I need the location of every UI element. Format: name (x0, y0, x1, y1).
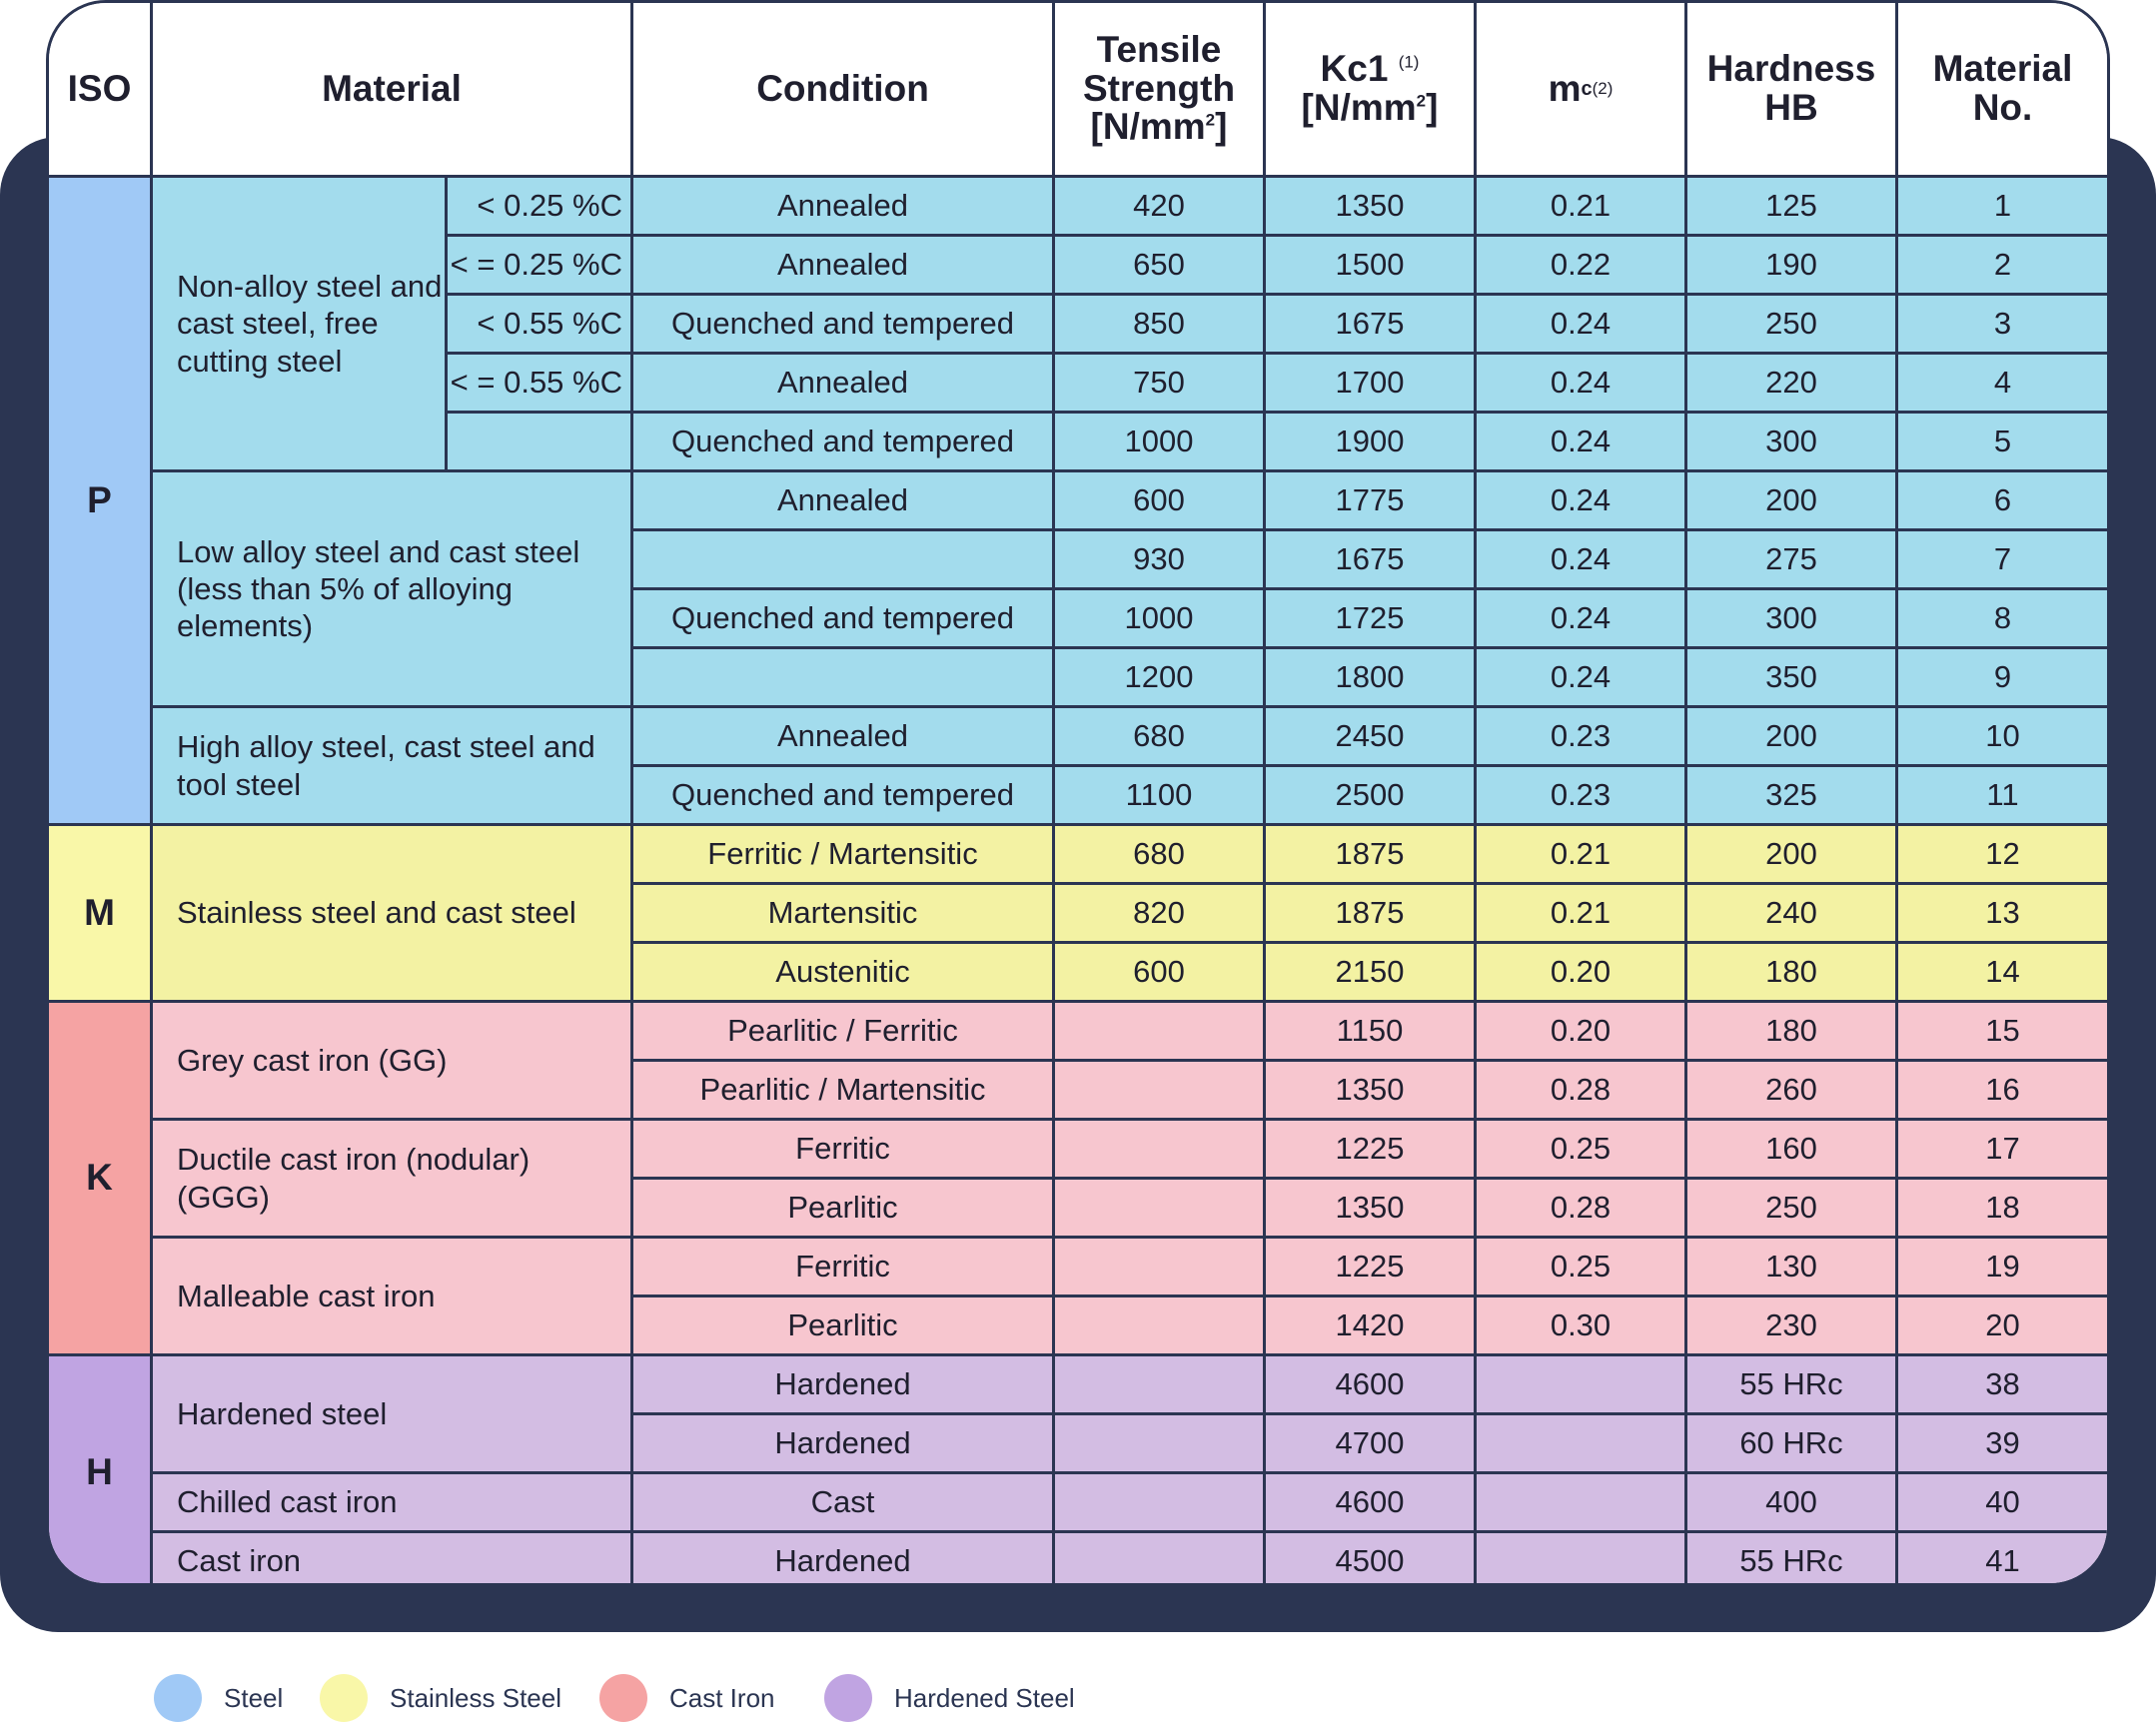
hardness-cell: 240 (1687, 885, 1898, 944)
kc1-cell: 1150 (1266, 1003, 1477, 1062)
material-no-cell: 4 (1898, 355, 2110, 414)
material-no-cell: 10 (1898, 708, 2110, 767)
material-no-cell: 41 (1898, 1533, 2110, 1586)
legend-item-cast-iron (599, 1674, 775, 1722)
material-no-cell: 19 (1898, 1239, 2110, 1297)
material-malleable-cast-iron: Malleable cast iron (153, 1239, 633, 1356)
hardness-cell: 250 (1687, 296, 1898, 355)
kc1-cell: 2150 (1266, 944, 1477, 1003)
mc-cell: 0.22 (1477, 237, 1687, 296)
hardness-cell: 160 (1687, 1121, 1898, 1180)
hardness-cell: 55 HRc (1687, 1356, 1898, 1415)
kc1-cell: 4600 (1266, 1356, 1477, 1415)
legend-item-steel (154, 1674, 283, 1722)
hardness-cell: 300 (1687, 590, 1898, 649)
kc1-cell: 1225 (1266, 1239, 1477, 1297)
kc1-cell: 1420 (1266, 1297, 1477, 1356)
material-no-cell: 5 (1898, 414, 2110, 472)
tensile-cell: 1000 (1055, 414, 1266, 472)
iso-group-h: H (49, 1356, 153, 1586)
legend-label: Steel (224, 1682, 284, 1713)
tensile-cell: 930 (1055, 531, 1266, 590)
condition-cell: Pearlitic (633, 1180, 1055, 1239)
condition-cell: Annealed (633, 708, 1055, 767)
hardness-cell: 200 (1687, 826, 1898, 885)
mc-cell: 0.25 (1477, 1239, 1687, 1297)
kc1-cell: 1700 (1266, 355, 1477, 414)
condition-cell: Quenched and tempered (633, 414, 1055, 472)
tensile-cell: 650 (1055, 237, 1266, 296)
condition-cell: Ferritic (633, 1121, 1055, 1180)
mc-cell (1477, 1533, 1687, 1586)
kc1-cell: 1350 (1266, 178, 1477, 237)
mc-cell: 0.24 (1477, 414, 1687, 472)
iso-group-m: M (49, 826, 153, 1003)
condition-cell: Martensitic (633, 885, 1055, 944)
material-no-cell: 17 (1898, 1121, 2110, 1180)
tensile-cell: 750 (1055, 355, 1266, 414)
material-chilled-cast-iron: Chilled cast iron (153, 1474, 633, 1533)
condition-cell (633, 531, 1055, 590)
carbon-cell: < 0.25 %C (448, 178, 633, 237)
header-material-no: Material No. (1898, 3, 2110, 178)
condition-cell: Ferritic / Martensitic (633, 826, 1055, 885)
mc-cell: 0.21 (1477, 826, 1687, 885)
tensile-cell: 820 (1055, 885, 1266, 944)
tensile-cell: 680 (1055, 826, 1266, 885)
tensile-cell (1055, 1239, 1266, 1297)
material-no-cell: 20 (1898, 1297, 2110, 1356)
condition-cell: Pearlitic / Ferritic (633, 1003, 1055, 1062)
material-no-cell: 15 (1898, 1003, 2110, 1062)
hardness-cell: 55 HRc (1687, 1533, 1898, 1586)
condition-cell: Quenched and tempered (633, 296, 1055, 355)
tensile-cell: 680 (1055, 708, 1266, 767)
material-no-cell: 39 (1898, 1415, 2110, 1474)
header-mc: m c (2) (1477, 3, 1687, 178)
material-no-cell: 11 (1898, 767, 2110, 826)
kc1-cell: 1900 (1266, 414, 1477, 472)
hardness-cell: 400 (1687, 1474, 1898, 1533)
condition-cell: Hardened (633, 1533, 1055, 1586)
tensile-cell (1055, 1121, 1266, 1180)
hardness-cell: 300 (1687, 414, 1898, 472)
hardness-cell: 260 (1687, 1062, 1898, 1121)
hardness-cell: 125 (1687, 178, 1898, 237)
iso-group-k: K (49, 1003, 153, 1356)
mc-cell: 0.28 (1477, 1062, 1687, 1121)
condition-cell: Cast (633, 1474, 1055, 1533)
hardness-cell: 60 HRc (1687, 1415, 1898, 1474)
header-material: Material (153, 3, 633, 178)
header-tensile-label: Tensile Strength (1082, 28, 1236, 109)
kc1-cell: 1725 (1266, 590, 1477, 649)
condition-cell: Annealed (633, 237, 1055, 296)
kc1-cell: 1500 (1266, 237, 1477, 296)
mc-cell: 0.24 (1477, 355, 1687, 414)
legend-label: Stainless Steel (390, 1682, 561, 1713)
condition-cell: Pearlitic (633, 1297, 1055, 1356)
condition-cell (633, 649, 1055, 708)
hardness-cell: 180 (1687, 1003, 1898, 1062)
material-no-cell: 14 (1898, 944, 2110, 1003)
legend-swatch-steel (154, 1674, 202, 1722)
legend-label: Hardened Steel (894, 1682, 1075, 1713)
material-high-alloy-steel: High alloy steel, cast steel and tool steel (153, 708, 633, 826)
material-no-cell: 18 (1898, 1180, 2110, 1239)
hardness-cell: 275 (1687, 531, 1898, 590)
tensile-cell (1055, 1415, 1266, 1474)
kc1-cell: 1800 (1266, 649, 1477, 708)
tensile-cell (1055, 1297, 1266, 1356)
kc1-cell: 1775 (1266, 472, 1477, 531)
material-table-panel (46, 0, 2110, 1586)
tensile-cell: 1100 (1055, 767, 1266, 826)
material-grey-cast-iron: Grey cast iron (GG) (153, 1003, 633, 1121)
legend-swatch-cast-iron (599, 1674, 647, 1722)
hardness-cell: 250 (1687, 1180, 1898, 1239)
hardness-cell: 200 (1687, 708, 1898, 767)
material-no-cell: 16 (1898, 1062, 2110, 1121)
hardness-cell: 130 (1687, 1239, 1898, 1297)
header-kc1 (1266, 3, 1477, 178)
header-tensile-unit: $[N/mm^2]$ (1090, 106, 1228, 148)
condition-cell: Hardened (633, 1415, 1055, 1474)
kc1-cell: 2500 (1266, 767, 1477, 826)
tensile-cell: 600 (1055, 472, 1266, 531)
condition-cell: Quenched and tempered (633, 590, 1055, 649)
mc-cell: 0.28 (1477, 1180, 1687, 1239)
kc1-cell: 2450 (1266, 708, 1477, 767)
mc-cell: 0.30 (1477, 1297, 1687, 1356)
mc-cell: 0.21 (1477, 178, 1687, 237)
kc1-cell: 1875 (1266, 826, 1477, 885)
condition-cell: Hardened (633, 1356, 1055, 1415)
material-non-alloy-steel: Non-alloy steel and cast steel, free cutting steel (153, 178, 448, 472)
tensile-cell: 1000 (1055, 590, 1266, 649)
material-no-cell: 12 (1898, 826, 2110, 885)
hardness-cell: 220 (1687, 355, 1898, 414)
tensile-cell (1055, 1003, 1266, 1062)
tensile-cell: 420 (1055, 178, 1266, 237)
mc-cell: 0.24 (1477, 531, 1687, 590)
mc-cell: 0.21 (1477, 885, 1687, 944)
mc-cell (1477, 1415, 1687, 1474)
condition-cell: Annealed (633, 472, 1055, 531)
header-condition: Condition (633, 3, 1055, 178)
tensile-cell (1055, 1533, 1266, 1586)
material-low-alloy-steel: Low alloy steel and cast steel (less than 5% of alloying elements) (153, 472, 633, 708)
material-no-cell: 38 (1898, 1356, 2110, 1415)
mc-cell: 0.24 (1477, 472, 1687, 531)
carbon-cell (448, 414, 633, 472)
kc1-cell: 4700 (1266, 1415, 1477, 1474)
material-no-cell: 3 (1898, 296, 2110, 355)
mc-cell: 0.20 (1477, 1003, 1687, 1062)
kc1-cell: 1350 (1266, 1062, 1477, 1121)
hardness-cell: 200 (1687, 472, 1898, 531)
carbon-cell: < = 0.25 %C (448, 237, 633, 296)
hardness-cell: 190 (1687, 237, 1898, 296)
material-no-cell: 8 (1898, 590, 2110, 649)
iso-group-p: P (49, 178, 153, 826)
condition-cell: Ferritic (633, 1239, 1055, 1297)
hardness-cell: 325 (1687, 767, 1898, 826)
material-no-cell: 2 (1898, 237, 2110, 296)
legend-swatch-hardened-steel (824, 1674, 872, 1722)
condition-cell: Quenched and tempered (633, 767, 1055, 826)
mc-cell: 0.24 (1477, 649, 1687, 708)
kc1-cell: 1675 (1266, 296, 1477, 355)
mc-cell: 0.23 (1477, 708, 1687, 767)
mc-cell: 0.24 (1477, 590, 1687, 649)
material-no-cell: 7 (1898, 531, 2110, 590)
legend-item-hardened-steel (824, 1674, 1075, 1722)
condition-cell: Pearlitic / Martensitic (633, 1062, 1055, 1121)
tensile-cell: 1200 (1055, 649, 1266, 708)
tensile-cell (1055, 1062, 1266, 1121)
mc-cell: 0.20 (1477, 944, 1687, 1003)
material-no-cell: 1 (1898, 178, 2110, 237)
kc1-cell: 1350 (1266, 1180, 1477, 1239)
kc1-cell: 4500 (1266, 1533, 1477, 1586)
kc1-cell: 1675 (1266, 531, 1477, 590)
header-kc1-label: Kc1 $^{(1)}$ (1320, 48, 1420, 90)
material-no-cell: 9 (1898, 649, 2110, 708)
legend-item-stainless-steel (320, 1674, 561, 1722)
header-tensile-strength (1055, 3, 1266, 178)
tensile-cell (1055, 1180, 1266, 1239)
condition-cell: Annealed (633, 355, 1055, 414)
header-kc1-unit: $[N/mm^2]$ (1301, 87, 1439, 128)
mc-cell: 0.24 (1477, 296, 1687, 355)
mc-cell: 0.23 (1477, 767, 1687, 826)
material-stainless-steel: Stainless steel and cast steel (153, 826, 633, 1003)
condition-cell: Austenitic (633, 944, 1055, 1003)
legend-label: Cast Iron (669, 1682, 775, 1713)
material-table (49, 3, 2110, 1586)
header-iso: ISO (49, 3, 153, 178)
tensile-cell (1055, 1474, 1266, 1533)
material-ductile-cast-iron: Ductile cast iron (nodular) (GGG) (153, 1121, 633, 1239)
material-no-cell: 40 (1898, 1474, 2110, 1533)
hardness-cell: 230 (1687, 1297, 1898, 1356)
tensile-cell: 600 (1055, 944, 1266, 1003)
tensile-cell (1055, 1356, 1266, 1415)
material-no-cell: 6 (1898, 472, 2110, 531)
carbon-cell: < = 0.55 %C (448, 355, 633, 414)
legend-swatch-stainless-steel (320, 1674, 368, 1722)
hardness-cell: 180 (1687, 944, 1898, 1003)
material-no-cell: 13 (1898, 885, 2110, 944)
mc-cell: 0.25 (1477, 1121, 1687, 1180)
header-hardness: Hardness HB (1687, 3, 1898, 178)
carbon-cell: < 0.55 %C (448, 296, 633, 355)
mc-cell (1477, 1356, 1687, 1415)
kc1-cell: 1875 (1266, 885, 1477, 944)
condition-cell: Annealed (633, 178, 1055, 237)
material-hardened-steel: Hardened steel (153, 1356, 633, 1474)
tensile-cell: 850 (1055, 296, 1266, 355)
material-cast-iron: Cast iron (153, 1533, 633, 1586)
mc-cell (1477, 1474, 1687, 1533)
kc1-cell: 1225 (1266, 1121, 1477, 1180)
hardness-cell: 350 (1687, 649, 1898, 708)
kc1-cell: 4600 (1266, 1474, 1477, 1533)
